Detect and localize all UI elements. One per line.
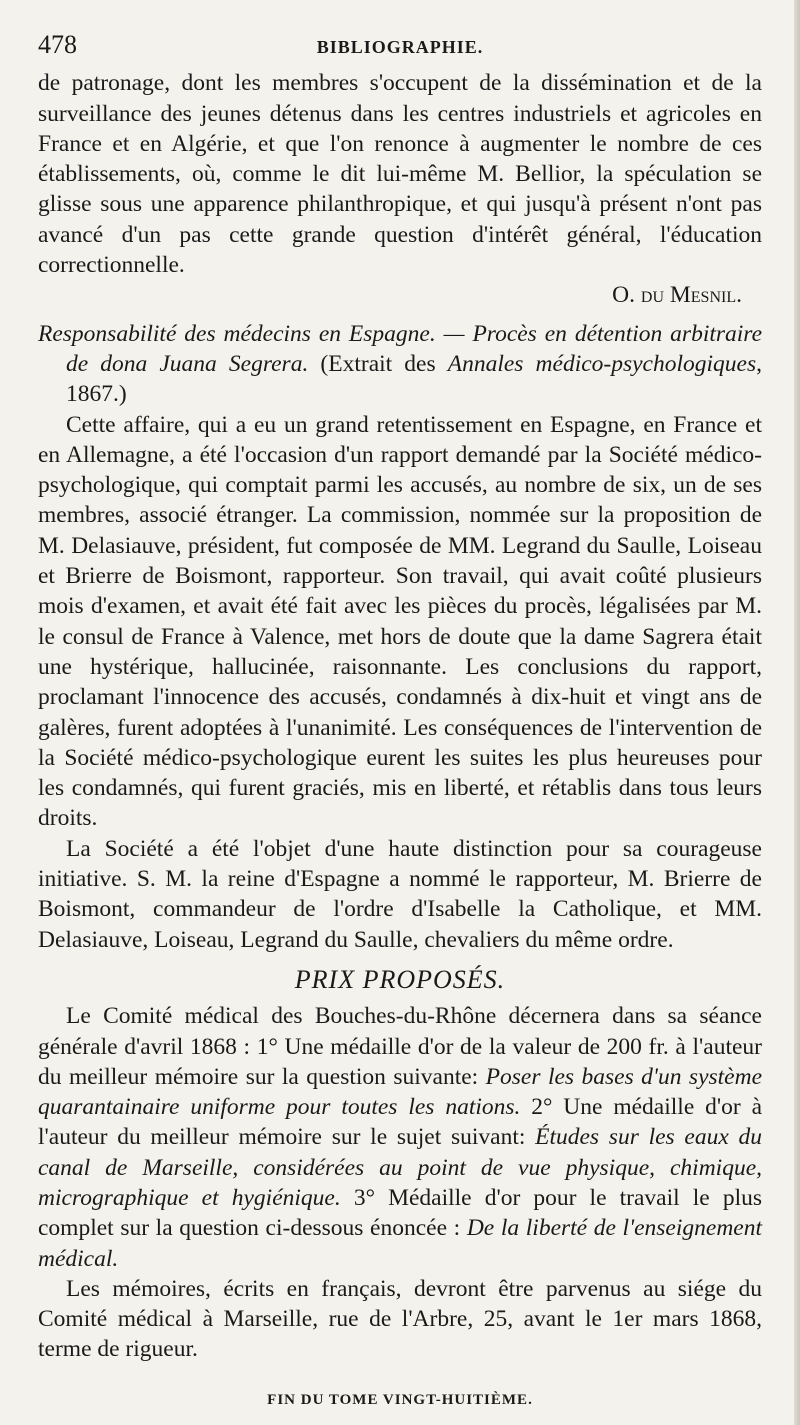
paragraph-prizes xyxy=(38,1001,762,1274)
signature-name: du Mesnil. xyxy=(640,282,742,309)
paragraph-distinction: La Société a été l'objet d'une haute distinction pour sa courageuse initiative. S. M. la reine d'Espagne a nommé le rapporteur, M. Brierre de Boismont, commandeur de l'ordre d'Isabelle la Catholique, et MM. Delasiauve, Loiseau, Legrand du Saulle, chevaliers du même ordre. xyxy=(38,835,762,953)
page-header xyxy=(38,30,762,62)
review-extract-suffix: , 1867.) xyxy=(66,350,762,408)
page-number: 478 xyxy=(38,30,77,59)
prize-question-2: Études sur les eaux du canal de Marseille, considérées au point de vue physique, chimique, micrographique et hygiénique. xyxy=(38,1124,762,1211)
prize-question-1: Poser les bases d'un système quarantainaire uniforme pour toutes les nations. xyxy=(38,1063,762,1121)
section-title: PRIX PROPOSÉS. xyxy=(294,964,506,994)
review-extract-prefix: (Extrait des xyxy=(308,350,448,377)
page-body xyxy=(38,30,762,1365)
review-journal: Annales médico-psychologiques xyxy=(447,350,757,377)
paragraph-submission: Les mémoires, écrits en français, devront être parvenus au siége du Comité médical à Marseille, rue de l'Arbre, 25, avant le 1er mars 1868, terme de rigueur. xyxy=(38,1275,762,1363)
signature-initial: O. xyxy=(612,282,641,309)
running-title: BIBLIOGRAPHIE. xyxy=(316,37,484,57)
review-heading xyxy=(38,319,762,410)
end-of-volume-note: FIN DU TOME VINGT-HUITIÈME. xyxy=(267,1392,533,1408)
paragraph-affair: Cette affaire, qui a eu un grand retentissement en Espagne, en France et en Allemagne, a été l'occasion d'un rapport demandé par la Société médico-psychologique, qui comptait parmi les accusés, au nombre de six, un de ses membres, associé étranger. La commission, nommée sur la proposition de M. Delasiauve, président, fut composée de MM. Legrand du Saulle, Loiseau et Brierre de Boismont, rapporteur. Son travail, qui avait coûté plusieurs mois d'examen, et avait été fait avec les pièces du procès, légalisées par M. le consul de France à Valence, met hors de doute que la dame Sagrera était une hystérique, hallucinée, raisonnante. Les conclusions du rapport, proclamant l'innocence des accusés, condamnés à dix-huit et vingt ans de galères, furent adoptées à l'unanimité. Les conséquences de l'intervention de la Société médico-psychologique eurent les suites les plus heureuses pour les condamnés, qui furent graciés, mis en liberté, et rétablis dans tous leurs droits. xyxy=(38,411,762,832)
review-title: Responsabilité des médecins en Espagne. — Procès en détention arbitraire de dona Juana Segrera. xyxy=(38,320,762,377)
page-edge-shadow xyxy=(794,0,800,1425)
prize-question-2-prefix: 2° Une médaille d'or à l'auteur du meilleur mémoire sur le sujet suivant: xyxy=(38,1094,762,1151)
prize-question-3-prefix: 3° Médaille d'or pour le travail le plus complet sur la question ci-dessous énoncée : xyxy=(38,1184,762,1242)
prize-intro: Le Comité médical des Bouches-du-Rhône décernera dans sa séance générale d'avril 1868 : 1° Une médaille d'or de la valeur de 200 fr. à l'auteur du meilleur mémoire sur la question suivante: xyxy=(38,1003,762,1090)
author-signature xyxy=(38,280,762,310)
prize-question-3: De la liberté de l'enseignement médical. xyxy=(38,1215,763,1272)
paragraph-continuation: de patronage, dont les membres s'occupent de la dissémination et de la surveillance des jeunes détenus dans les centres industriels et agricoles en France et en Algérie, et que l'on renonce à augmenter le nombre de ces établissements, où, comme le dit lui-même M. Bellior, la spéculation se glisse sous une apparence philanthropique, et qui jusqu'à présent n'ont pas avancé d'un pas cette grande question d'intérêt général, l'éducation correctionnelle. xyxy=(38,70,762,279)
